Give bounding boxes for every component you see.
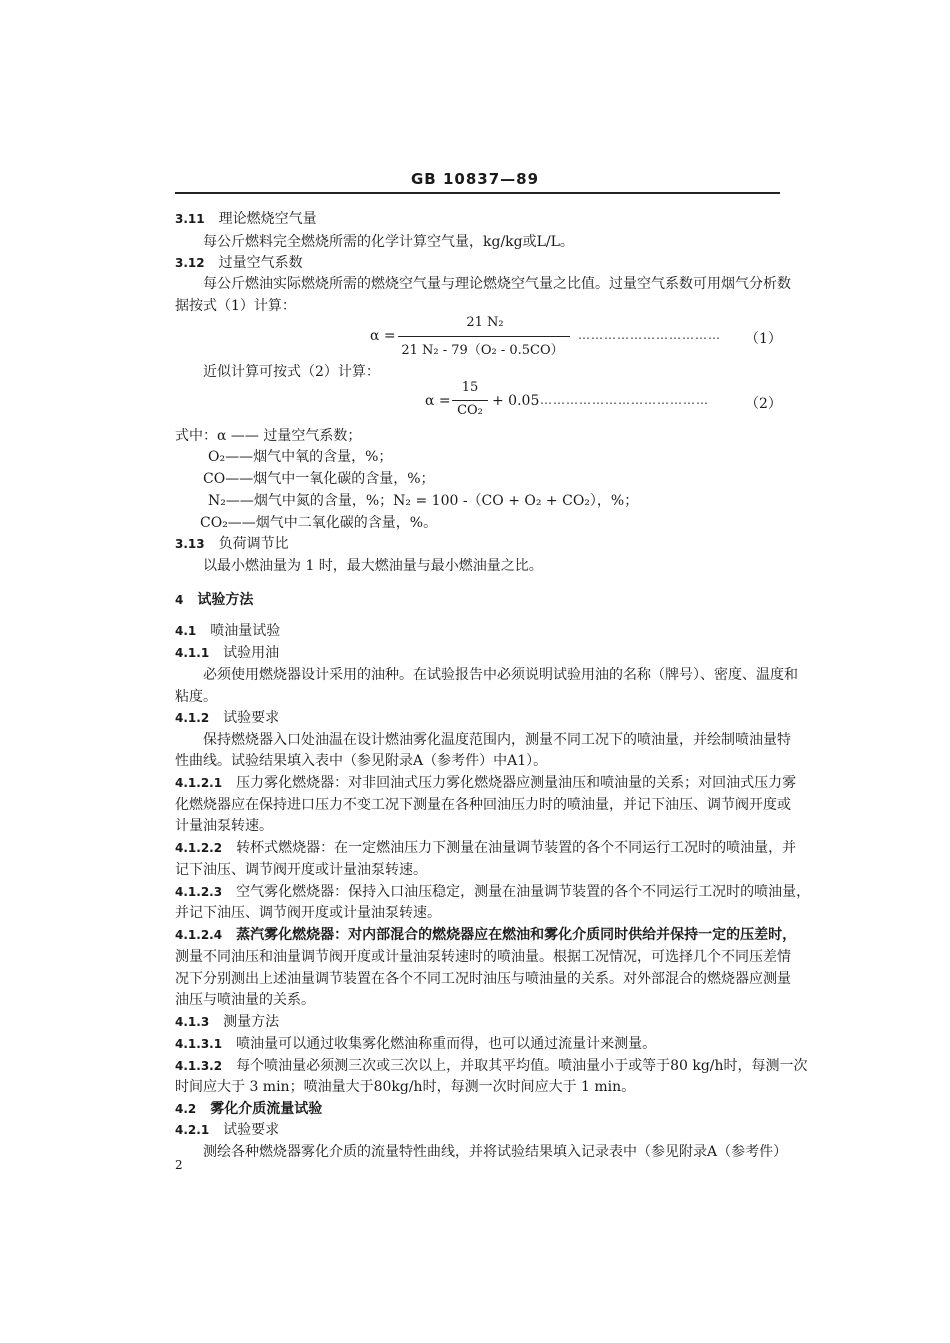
heading-3-11: 3.11 理论燃烧空气量 <box>175 211 317 227</box>
eq2-tail: + 0.05 <box>492 393 540 409</box>
paragraph: 据按式（1）计算： <box>175 298 296 314</box>
paragraph: 以最小燃油量为 1 时，最大燃油量与最小燃油量之比。 <box>203 558 543 574</box>
paragraph: 并记下油压、调节阀开度或计量油泵转速。 <box>175 905 441 921</box>
eq2-fraction-bar <box>452 400 488 401</box>
header-rule <box>175 192 780 194</box>
eq2-label: （2） <box>745 396 782 412</box>
clause-4-1-3-1: 4.1.3.1 喷油量可以通过收集雾化燃油称重而得，也可以通过流量计来测量。 <box>175 1036 657 1052</box>
heading-4-2-1: 4.2.1 试验要求 <box>175 1122 280 1138</box>
eq1-numerator: 21 N₂ <box>466 315 504 330</box>
paragraph: 测量不同油压和油量调节阀开度或计量油泵转速时的喷油量。根据工况情况，可选择几个不同压差情 <box>175 949 791 965</box>
clause-4-1-3-2: 4.1.3.2 每个喷油量必须测三次或三次以上，并取其平均值。喷油量小于或等于80 kg/h时，每测一次 <box>175 1058 808 1074</box>
eq1-leader-dots: …………………………… <box>578 328 721 342</box>
paragraph: 每公斤燃油实际燃烧所需的燃烧空气量与理论燃烧空气量之比值。过量空气系数可用烟气分析数 <box>203 276 791 292</box>
heading-4-2: 4.2 雾化介质流量试验 <box>175 1101 323 1117</box>
legend-co: CO——烟气中一氧化碳的含量，%； <box>203 471 435 487</box>
legend-co2: CO₂——烟气中二氧化碳的含量，%。 <box>200 515 438 531</box>
legend-alpha: 式中：α —— 过量空气系数； <box>175 428 362 444</box>
paragraph: 保持燃烧器入口处油温在设计燃油雾化温度范围内，测量不同工况下的喷油量，并绘制喷油量特 <box>203 732 791 748</box>
page-header: GB 10837—89 <box>410 170 540 188</box>
paragraph: 时间应大于 3 min；喷油量大于80kg/h时，每测一次时间应大于 1 min。 <box>175 1079 636 1095</box>
heading-4: 4 试验方法 <box>175 592 254 608</box>
heading-4-1-1: 4.1.1 试验用油 <box>175 645 280 661</box>
eq2-lhs: α = <box>425 393 451 409</box>
heading-4-1: 4.1 喷油量试验 <box>175 623 281 639</box>
paragraph: 近似计算可按式（2）计算： <box>203 364 380 380</box>
page-number: 2 <box>175 1158 183 1172</box>
paragraph: 计量油泵转速。 <box>175 818 273 834</box>
paragraph: 测绘各种燃烧器雾化介质的流量特性曲线，并将试验结果填入记录表中（参见附录A（参考件） <box>203 1144 788 1160</box>
clause-4-1-2-3: 4.1.2.3 空气雾化燃烧器：保持入口油压稳定，测量在油量调节装置的各个不同运行工况时的喷油量， <box>175 884 811 900</box>
paragraph: 必须使用燃烧器设计采用的油种。在试验报告中必须说明试验用油的名称（牌号）、密度、温度和 <box>203 667 798 683</box>
heading-3-12: 3.12 过量空气系数 <box>175 255 303 271</box>
eq1-fraction-bar <box>398 336 570 337</box>
heading-3-13: 3.13 负荷调节比 <box>175 536 289 552</box>
paragraph: 记下油压、调节阀开度或计量油泵转速。 <box>175 862 427 878</box>
legend-o2: O₂——烟气中氧的含量，%； <box>208 449 393 465</box>
eq1-lhs: α = <box>370 328 396 344</box>
eq2-denominator: CO₂ <box>457 403 483 418</box>
heading-4-1-3: 4.1.3 测量方法 <box>175 1014 280 1030</box>
clause-4-1-2-1: 4.1.2.1 压力雾化燃烧器：对非回油式压力雾化燃烧器应测量油压和喷油量的关系；对回油式压力雾 <box>175 775 797 791</box>
eq1-label: （1） <box>745 331 782 347</box>
paragraph: 性曲线。试验结果填入表中（参见附录A（参考件）中A1）。 <box>175 753 548 769</box>
eq1-denominator: 21 N₂ - 79（O₂ - 0.5CO） <box>401 343 564 358</box>
eq2-numerator: 15 <box>461 380 479 395</box>
paragraph: 每公斤燃料完全燃烧所需的化学计算空气量，kg/kg或L/L。 <box>203 234 574 250</box>
paragraph: 油压与喷油量的关系。 <box>175 992 315 1008</box>
heading-4-1-2: 4.1.2 试验要求 <box>175 710 280 726</box>
paragraph: 粘度。 <box>175 689 217 705</box>
paragraph: 况下分别测出上述油量调节装置在各个不同工况时油压与喷油量的关系。对外部混合的燃烧器应测量 <box>175 971 791 987</box>
clause-4-1-2-2: 4.1.2.2 转杯式燃烧器：在一定燃油压力下测量在油量调节装置的各个不同运行工况时的喷油量，并 <box>175 840 797 856</box>
eq2-leader-dots: ………………………………… <box>540 393 709 407</box>
paragraph: 化燃烧器应在保持进口压力不变工况下测量在各种回油压力时的喷油量，并记下油压、调节阀开度或 <box>175 797 791 813</box>
legend-n2: N₂——烟气中氮的含量，%；N₂ = 100 -（CO + O₂ + CO₂），%； <box>208 493 639 509</box>
clause-4-1-2-4: 4.1.2.4 蒸汽雾化燃烧器：对内部混合的燃烧器应在燃油和雾化介质同时供给并保持一定的压差时， <box>175 927 797 943</box>
